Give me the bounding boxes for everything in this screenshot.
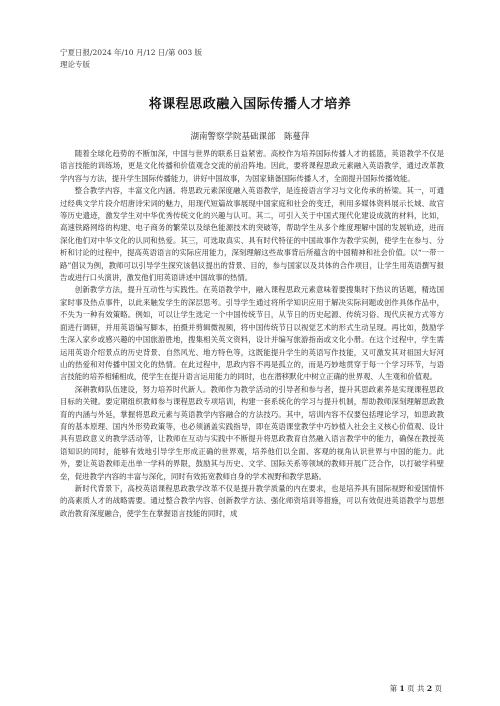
publication-meta [60, 47, 202, 71]
paragraph-content: 整合教学内容，丰富文化内涵。将思政元素深度融入英语教学，是连接语言学习与文化传承的桥梁。其一，可通过经典文学片段介绍唐诗宋词的魅力，用现代短篇故事展现中国家庭和社会的变迁，利用多媒体资料展示长城、故宫等历史遗迹，激发学生对中华优秀传统文化的兴趣与认可。其二，可引入关于中国式现代化建设成就的材料，比如，高速铁路网络的构建、电子商务的繁荣以及绿色能源技术的突破等，帮助学生从多个维度理解中国的发展轨迹，进而深化他们对中华文化的认同和热爱。其三，可选取真实、具有时代特征的中国故事作为教学实例，使学生在参与、分析和讨论的过程中，提高英语语言的实际应用能力，深刻理解这些故事背后所蕴含的中国精神和社会价值。以“一带一路”倡议为例，教师可以引导学生探究该倡议提出的背景、目的，参与国家以及共体的合作项目，让学生用英语撰写报告或进行口头演讲，激发他们用英语讲述中国故事的热情。 [60, 186, 444, 283]
article-body [60, 148, 444, 520]
page-middle: 页 共 [407, 684, 425, 693]
page-prefix: 第 [389, 684, 398, 693]
article-author: 湖南警察学院基础课部 陈蔓萍 [190, 132, 310, 142]
total-pages: 2 [426, 684, 433, 693]
source-line: 宁夏日报/2024 年/10 月/12 日/第 003 版 [60, 48, 203, 57]
article-title: 将课程思政融入国际传播人才培养 [148, 97, 352, 112]
current-page: 1 [399, 684, 405, 693]
page-number [390, 683, 442, 694]
paragraph-intro: 随着全球化趋势的不断加深，中国与世界的联系日益紧密。高校作为培养国际传播人才的摇篮，英语教学不仅是语言技能的训练场，更是文化传播和价值观念交流的前沿阵地。因此，要将课程思政元素融入英语教学，通过改革教学内容与方法，提升学生国际传播能力，讲好中国故事，为国家储备国际传播人才，全面提升国际传播效能。 [60, 149, 444, 183]
paragraph-methods: 创新教学方法，提升互动性与实践性。在英语教学中，融入课程思政元素意味着要搜集时下热议的话题，精选国家时事及热点事件，以此来触发学生的深层思考。引导学生通过将所学知识应用于解决实际问题或创作具体作品中，不失为一种有效策略。例如，可以让学生选定一个中国传统节日，从节日的历史起源、传统习俗、现代庆祝方式等方面进行调研，并用英语编写脚本，拍摄并剪辑微视频，将中国传统节日以视觉艺术的形式生动呈现。再比如，鼓励学生深入家乡或感兴趣的中国旅游胜地，搜集相关英文资料，设计并编写旅游指南或文化小册。在这个过程中，学生需运用英语介绍景点的历史背景、自然风光、地方特色等，这既能提升学生的英语写作技能，又可激发其对祖国大好河山的热爱和对传播中国文化的热情。在此过程中，思政内容不再是孤立的，而是巧妙地贯穿于每一个学习环节，与语言技能的培养相辅相成，使学生在提升语言运用能力的同时，也在潜移默化中树立正确的世界观、人生观和价值观。 [60, 285, 444, 382]
section-label: 理论专版 [60, 60, 90, 69]
page-suffix: 页 [434, 684, 442, 693]
paragraph-teachers: 深耕教师队伍建设，努力培养时代新人。教师作为教学活动的引导者和参与者，提升其思政素养是实现课程思政目标的关键。要定期组织教师参与课程思政专项培训，构建一套系统化的学习与提升机制，帮助教师深刻理解思政教育的内涵与外延，掌握将思政元素与英语教学内容融合的方法技巧。其中，培训内容不仅要包括理论学习，如思政教育的基本原理、国内外形势政策等，也必须涵盖实践指导，即在英语课堂教学中巧妙植入社会主义核心价值观、设计具有思政意义的教学活动等，让教师在互动与实践中不断提升将思政教育自然融入语言教学中的能力，确保在教授英语知识的同时，能够有效地引导学生形成正确的世界观，培养他们以全面、客观的视角认识世界与中国的能力。此外，要让英语教师走出单一学科的界限，鼓励其与历史、文学、国际关系等领域的教师开展广泛合作，以打破学科壁垒，促进教学内容的丰富与深化，同时有效拓宽教师自身的学术视野和教学思路。 [60, 384, 444, 481]
paragraph-conclusion: 新时代背景下，高校英语课程思政教学改革不仅是提升教学质量的内在要求，也是培养具有国际视野和爱国情怀的高素质人才的战略需要。通过整合教学内容、创新教学方法、强化师资培训等措施，可以有效促进英语教学与思想政治教育深度融合，使学生在掌握语言技能的同时，成 [60, 483, 444, 518]
